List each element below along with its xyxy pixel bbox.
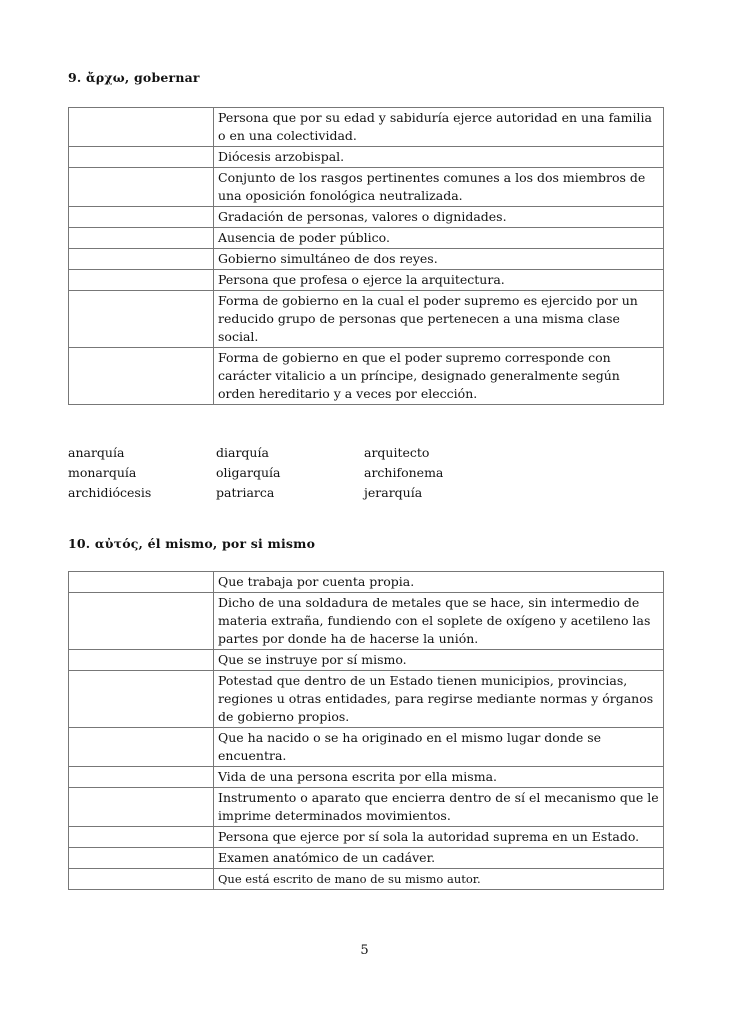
answer-cell[interactable]: [69, 827, 214, 848]
table-row: [69, 848, 664, 869]
answer-cell[interactable]: [69, 767, 214, 788]
definition-cell: Diócesis arzobispal.: [214, 147, 664, 168]
word-bank-item: oligarquía: [216, 465, 281, 480]
word-bank-item: monarquía: [68, 465, 137, 480]
answer-cell[interactable]: [69, 108, 214, 147]
answer-cell[interactable]: [69, 348, 214, 405]
definition-cell: Gobierno simultáneo de dos reyes.: [214, 249, 664, 270]
answer-cell[interactable]: [69, 249, 214, 270]
section-9-heading: 9. ἄρχω, gobernar: [68, 70, 200, 85]
table-row: [69, 788, 664, 827]
word-bank-item: jerarquía: [364, 485, 423, 500]
definition-cell: Persona que ejerce por sí sola la autoridad suprema en un Estado.: [214, 827, 664, 848]
table-row: [69, 650, 664, 671]
answer-cell[interactable]: [69, 270, 214, 291]
definition-cell: Instrumento o aparato que encierra dentro de sí el mecanismo que le imprime determinados movimientos.: [214, 788, 664, 827]
table-row: [69, 593, 664, 650]
definition-cell: Dicho de una soldadura de metales que se hace, sin intermedio de materia extraña, fundiendo con el soplete de oxígeno y acetileno las partes por donde ha de hacerse la unión.: [214, 593, 664, 650]
table-row: [69, 207, 664, 228]
table-row: [69, 767, 664, 788]
word-bank-item: archidiócesis: [68, 485, 152, 500]
section-9-table: [68, 107, 664, 405]
definition-cell: Que está escrito de mano de su mismo autor.: [214, 869, 664, 890]
section-10-heading: 10. αὐτός, él mismo, por si mismo: [68, 536, 316, 551]
table-row: [69, 671, 664, 728]
answer-cell[interactable]: [69, 848, 214, 869]
table-row: [69, 827, 664, 848]
definition-cell: Que trabaja por cuenta propia.: [214, 572, 664, 593]
definition-cell: Forma de gobierno en que el poder supremo corresponde con carácter vitalicio a un príncipe, designado generalmente según orden hereditario y a veces por elección.: [214, 348, 664, 405]
definition-cell: Forma de gobierno en la cual el poder supremo es ejercido por un reducido grupo de personas que pertenecen a una misma clase social.: [214, 291, 664, 348]
answer-cell[interactable]: [69, 788, 214, 827]
answer-cell[interactable]: [69, 572, 214, 593]
definition-cell: Examen anatómico de un cadáver.: [214, 848, 664, 869]
definition-cell: Persona que por su edad y sabiduría ejerce autoridad en una familia o en una colectividad.: [214, 108, 664, 147]
page-number: 5: [360, 943, 369, 958]
table-row: [69, 869, 664, 890]
word-bank-item: patriarca: [216, 485, 275, 500]
table-row: [69, 572, 664, 593]
section-10-table: [68, 571, 664, 890]
definition-cell: Persona que profesa o ejerce la arquitectura.: [214, 270, 664, 291]
table-row: [69, 291, 664, 348]
table-row: [69, 348, 664, 405]
answer-cell[interactable]: [69, 207, 214, 228]
definition-cell: Que ha nacido o se ha originado en el mismo lugar donde se encuentra.: [214, 728, 664, 767]
definition-cell: Ausencia de poder público.: [214, 228, 664, 249]
table-row: [69, 249, 664, 270]
definition-cell: Gradación de personas, valores o dignidades.: [214, 207, 664, 228]
word-bank-item: arquitecto: [364, 445, 430, 460]
answer-cell[interactable]: [69, 869, 214, 890]
table-row: [69, 228, 664, 249]
table-row: [69, 147, 664, 168]
answer-cell[interactable]: [69, 671, 214, 728]
table-row: [69, 270, 664, 291]
answer-cell[interactable]: [69, 650, 214, 671]
answer-cell[interactable]: [69, 291, 214, 348]
definition-cell: Conjunto de los rasgos pertinentes comunes a los dos miembros de una oposición fonológica neutralizada.: [214, 168, 664, 207]
definition-cell: Que se instruye por sí mismo.: [214, 650, 664, 671]
answer-cell[interactable]: [69, 147, 214, 168]
answer-cell[interactable]: [69, 728, 214, 767]
word-bank-item: diarquía: [216, 445, 269, 460]
word-bank-item: archifonema: [364, 465, 444, 480]
definition-cell: Vida de una persona escrita por ella misma.: [214, 767, 664, 788]
definition-cell: Potestad que dentro de un Estado tienen municipios, provincias, regiones u otras entidades, para regirse mediante normas y órganos de gobierno propios.: [214, 671, 664, 728]
table-row: [69, 728, 664, 767]
table-row: [69, 108, 664, 147]
answer-cell[interactable]: [69, 168, 214, 207]
answer-cell[interactable]: [69, 228, 214, 249]
table-row: [69, 168, 664, 207]
answer-cell[interactable]: [69, 593, 214, 650]
word-bank-item: anarquía: [68, 445, 125, 460]
